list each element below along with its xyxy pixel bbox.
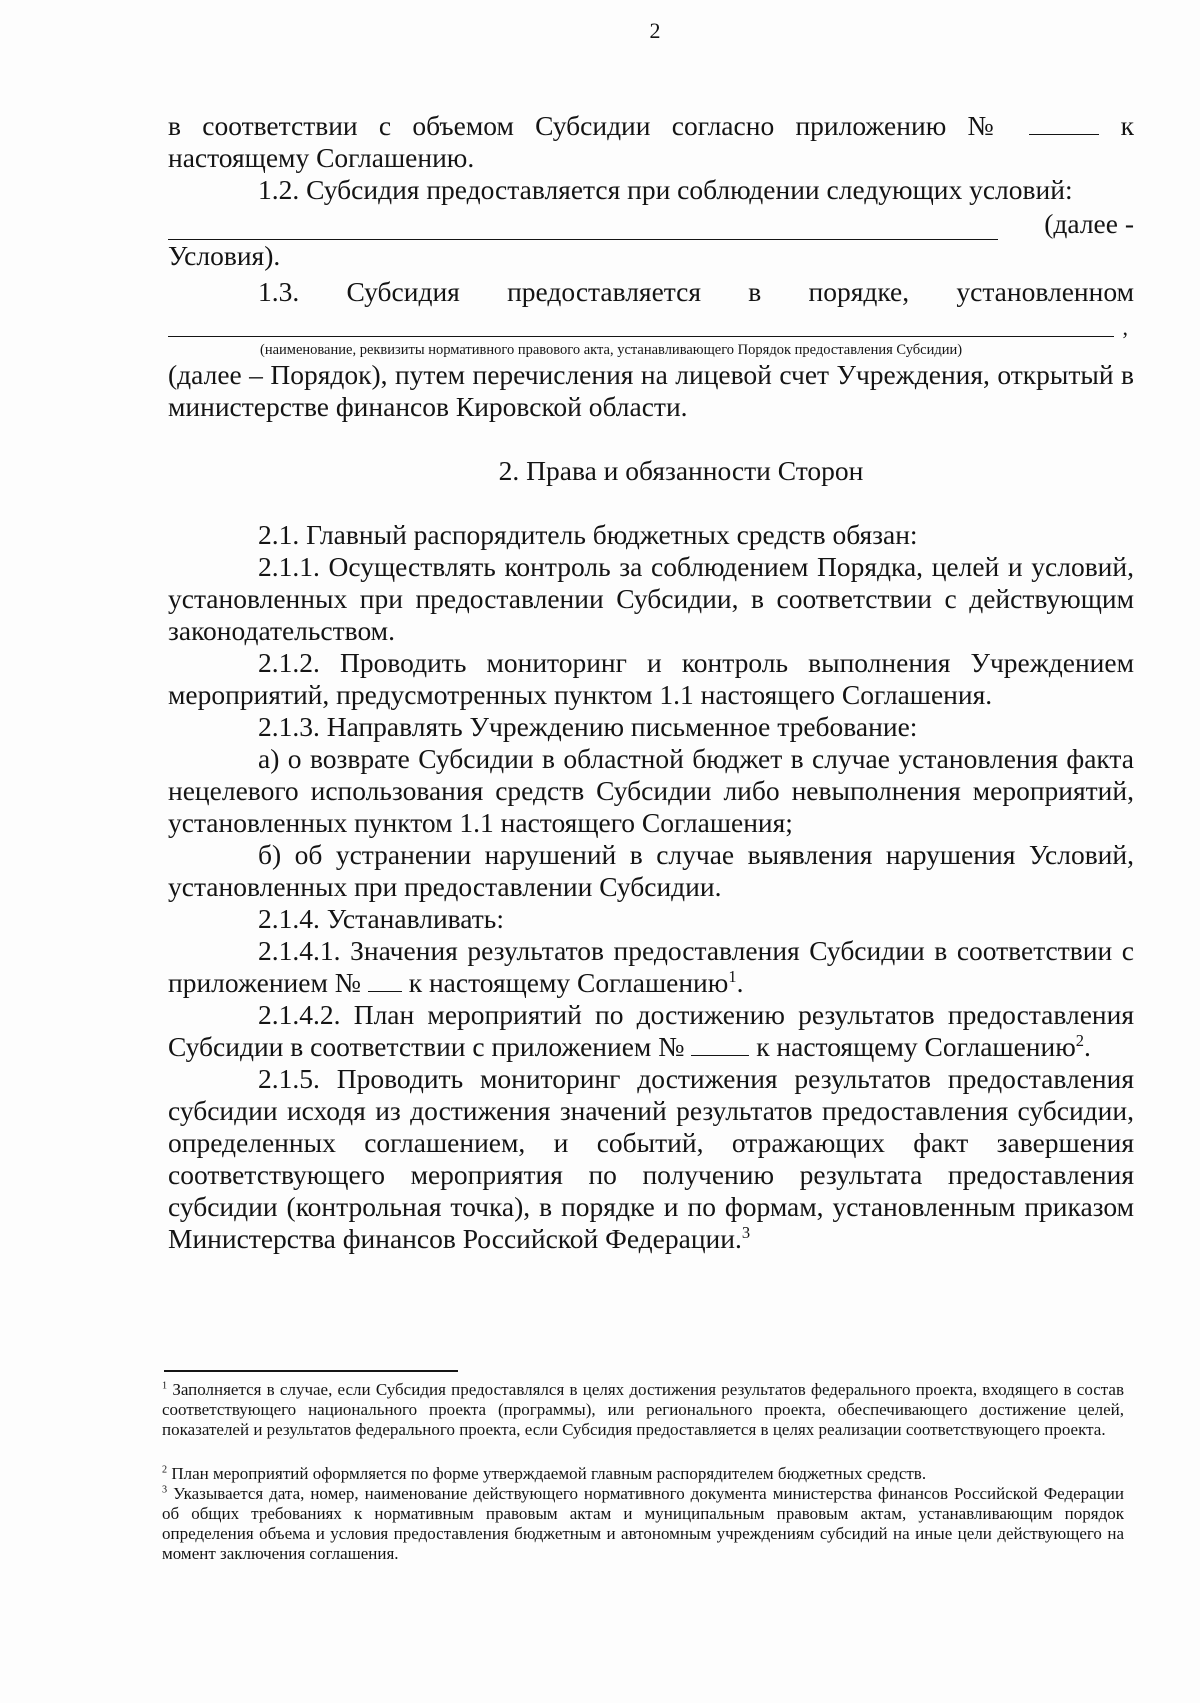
- text-span: .: [1084, 1031, 1091, 1062]
- text-span: 2.1.4.1. Значения результатов предоставления Субсидии в соответствии с приложением №: [168, 935, 1134, 998]
- footnote-text: План мероприятий оформляется по форме утверждаемой главным распорядителем бюджетных средств.: [171, 1464, 927, 1483]
- paragraph-1-2-end: [168, 240, 1134, 272]
- document-body: [168, 110, 1134, 1255]
- paragraph-2-1-5: [168, 1063, 1134, 1255]
- footnote-separator: [164, 1370, 458, 1372]
- word: 1.3.: [258, 276, 300, 307]
- footnote-2: [162, 1464, 1124, 1484]
- footnote-mark: 1: [162, 1380, 168, 1392]
- word: в: [748, 276, 762, 307]
- word: Субсидия: [346, 276, 460, 307]
- text-span: .: [736, 967, 744, 998]
- blank-field: [368, 969, 402, 992]
- paragraph-2-1-2: 2.1.2. Проводить мониторинг и контроль выполнения Учреждением мероприятий, предусмотренных пунктом 1.1 настоящего Соглашения.: [168, 647, 1134, 710]
- paragraph-1-1-end: [168, 142, 1134, 174]
- text-span: настоящему Соглашению.: [168, 142, 475, 173]
- text-span: в соответствии с объемом Субсидии согласно приложению №: [168, 110, 1009, 141]
- paragraph-1-2: [168, 174, 1134, 206]
- paragraph-2-1-4-1: [168, 935, 1134, 999]
- footnote-3: [162, 1484, 1124, 1564]
- footnotes: [162, 1380, 1124, 1564]
- legal-act-caption: (наименование, реквизиты нормативного правового акта, устанавливающего Порядок предоставления Субсидии): [260, 342, 963, 358]
- footnote-ref-2: 2: [1075, 1030, 1085, 1050]
- text-span: (далее -: [1044, 208, 1134, 239]
- word: установленном: [956, 276, 1134, 307]
- footnote-text: Заполняется в случае, если Субсидия предоставлялся в целях достижения результатов федерального проекта, входящего в состав соответствующего национального проекта (программы), или регионального проекта, обеспечивающего достижение целей, показателей и результатов федерального проекта, если Субсидия предоставляется в целях реализации соответствующего проекта.: [162, 1380, 1124, 1439]
- text-span: 1.2. Субсидия предоставляется при соблюдении следующих условий:: [258, 174, 1073, 205]
- text-span: к настоящему Соглашению: [756, 1031, 1076, 1062]
- blank-field: [691, 1033, 749, 1056]
- word: порядке,: [808, 276, 910, 307]
- paragraph-2-1-3: 2.1.3. Направлять Учреждению письменное требование:: [258, 711, 918, 742]
- footnote-ref-3: 3: [741, 1222, 751, 1242]
- paragraph-2-1-3-a: а) о возврате Субсидии в областной бюджет в случае установления факта нецелевого использования средств Субсидии либо невыполнения мероприятий, установленных пунктом 1.1 настоящего Соглашения;: [168, 743, 1134, 838]
- paragraph-1-1-continuation: [168, 110, 1134, 142]
- footnote-mark: 2: [162, 1464, 168, 1476]
- text-span: 2.1.5. Проводить мониторинг достижения результатов предоставления субсидии исходя из достижения значений результатов предоставления субсидии, определенных соглашением, и событий, отражающих факт завершения соответствующего мероприятия по получению результата предоставления субсидии (контрольная точка), в порядке и по формам, установленным приказом Министерства финансов Российской Федерации.: [168, 1063, 1134, 1254]
- section-2-title: 2. Права и обязанности Сторон: [498, 455, 864, 486]
- text-span: Условия).: [168, 240, 281, 271]
- text-span: 2.1.4.2. План мероприятий по достижению результатов предоставления Субсидии в соответствии с приложением №: [168, 999, 1134, 1062]
- paragraph-2-1-4: 2.1.4. Устанавливать:: [258, 903, 504, 934]
- paragraph-1-3-first-line: [168, 276, 1134, 308]
- paragraph-2-1-3-b: б) об устранении нарушений в случае выявления нарушения Условий, установленных при предоставлении Субсидии.: [168, 839, 1134, 902]
- page-number: 2: [649, 18, 661, 43]
- footnote-ref-1: 1: [728, 966, 737, 986]
- conditions-line: [168, 208, 1134, 240]
- text-span: к настоящему Соглашению: [408, 967, 729, 998]
- legal-act-blank: [168, 315, 1128, 340]
- blank-field: [1029, 112, 1099, 135]
- footnote-mark: 3: [162, 1484, 168, 1496]
- paragraph-2-1-1: 2.1.1. Осуществлять контроль за соблюдением Порядка, целей и условий, установленных при предоставлении Субсидии, в соответствии с действующим законодательством.: [168, 551, 1134, 646]
- conditions-blank: [168, 215, 998, 240]
- footnote-1: [162, 1380, 1124, 1440]
- text-span: ,: [1122, 315, 1128, 340]
- footnote-text: Указывается дата, номер, наименование действующего нормативного документа министерства финансов Российской Федерации об общих требованиях к нормативным правовым актам и муниципальным правовым актам, устанавливающим порядок определения объема и условия предоставления бюджетным и автономным учреждениям субсидий на иные цели действующего на момент заключения соглашения.: [162, 1484, 1125, 1563]
- paragraph-2-1-4-2: [168, 999, 1134, 1063]
- text-span: к: [1120, 110, 1135, 141]
- paragraph-2-1: 2.1. Главный распорядитель бюджетных средств обязан:: [258, 519, 918, 550]
- paragraph-1-3-continuation: (далее – Порядок), путем перечисления на лицевой счет Учреждения, открытый в министерстве финансов Кировской области.: [168, 359, 1134, 422]
- footnote-gap: [162, 1440, 1124, 1464]
- word: предоставляется: [507, 276, 701, 307]
